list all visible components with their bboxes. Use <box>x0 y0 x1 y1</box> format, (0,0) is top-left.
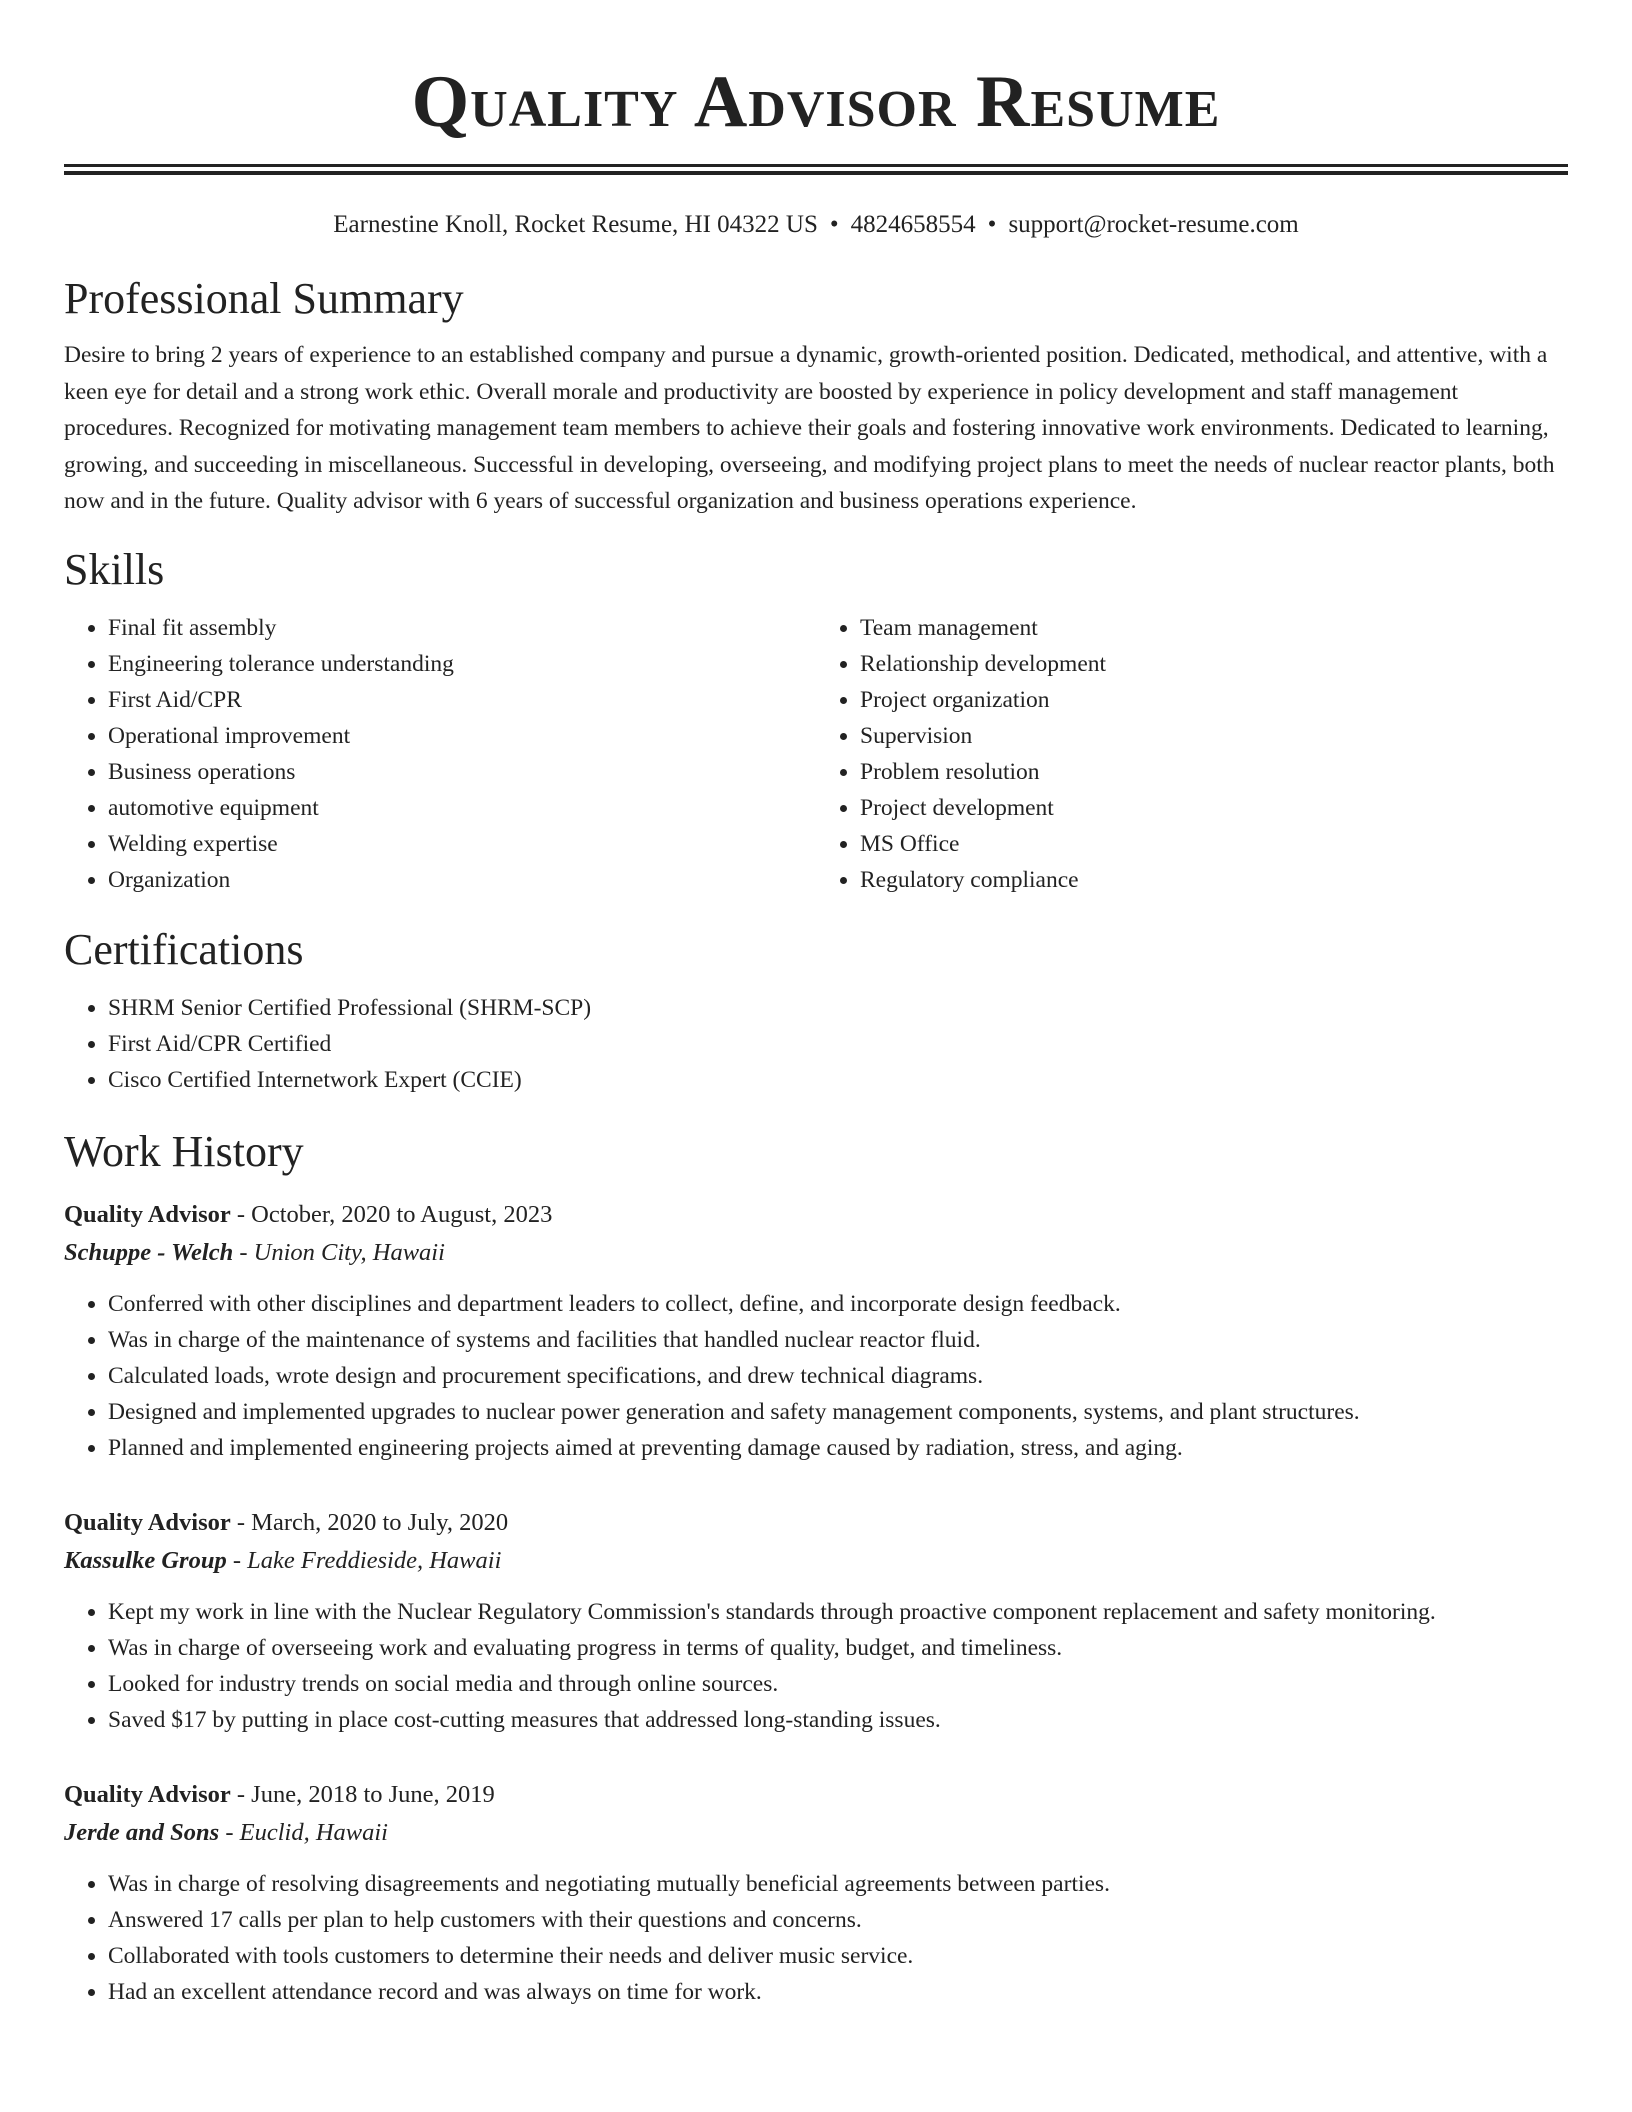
job-bullets <box>64 1286 1568 1466</box>
certification-item: • Cisco Certified Internetwork Expert (CCIE) <box>108 1062 1568 1098</box>
job-company-line <box>64 1814 1568 1852</box>
contact-separator: • <box>829 211 839 238</box>
skills-list-right <box>816 610 1568 898</box>
title-divider-thick <box>64 171 1568 175</box>
contact-line <box>64 209 1568 241</box>
certifications-heading: Certifications <box>64 924 304 974</box>
skill-item: • Supervision <box>860 718 1568 754</box>
job-bullet: • Planned and implemented engineering projects aimed at preventing damage caused by radiation, stress, and aging. <box>108 1430 1568 1466</box>
resume-title: Quality Advisor Resume <box>411 61 1221 143</box>
job-title: Quality Advisor <box>64 1200 231 1228</box>
contact-phone: 4824658554 <box>850 211 976 238</box>
skill-item: • Operational improvement <box>108 718 816 754</box>
contact-address: Earnestine Knoll, Rocket Resume, HI 04322 US <box>333 211 818 238</box>
job-bullet: • Designed and implemented upgrades to nuclear power generation and safety management components, systems, and plant structures. <box>108 1394 1568 1430</box>
job-bullet: • Conferred with other disciplines and department leaders to collect, define, and incorporate design feedback. <box>108 1286 1568 1322</box>
job-bullets <box>64 1866 1568 2010</box>
certifications-list <box>64 990 1568 1098</box>
job-dates: - October, 2020 to August, 2023 <box>236 1200 553 1228</box>
skill-item: • Welding expertise <box>108 826 816 862</box>
job-title: Quality Advisor <box>64 1780 231 1808</box>
job-title-line <box>64 1196 1568 1234</box>
skills-heading: Skills <box>64 544 165 594</box>
job-company: Jerde and Sons <box>64 1818 220 1846</box>
job-company: Kassulke Group <box>64 1546 227 1574</box>
job-bullet: • Was in charge of overseeing work and evaluating progress in terms of quality, budget, and timeliness. <box>108 1630 1568 1666</box>
job-company-line <box>64 1542 1568 1580</box>
certification-item: • First Aid/CPR Certified <box>108 1026 1568 1062</box>
job-title: Quality Advisor <box>64 1508 231 1536</box>
job-bullet: • Collaborated with tools customers to determine their needs and deliver music service. <box>108 1938 1568 1974</box>
skill-item: • Engineering tolerance understanding <box>108 646 816 682</box>
contact-email: support@rocket-resume.com <box>1008 211 1299 238</box>
skill-item: • Project organization <box>860 682 1568 718</box>
contact-separator: • <box>987 211 997 238</box>
job-bullet: • Saved $17 by putting in place cost-cutting measures that addressed long-standing issues. <box>108 1702 1568 1738</box>
job-bullets <box>64 1594 1568 1738</box>
job-company: Schuppe - Welch <box>64 1238 234 1266</box>
job-bullet: • Answered 17 calls per plan to help customers with their questions and concerns. <box>108 1902 1568 1938</box>
skill-item: • Relationship development <box>860 646 1568 682</box>
job-location: - Lake Freddieside, Hawaii <box>232 1546 502 1574</box>
job-entry <box>64 1504 1568 1738</box>
certification-item: • SHRM Senior Certified Professional (SHRM-SCP) <box>108 990 1568 1026</box>
skill-item: • Problem resolution <box>860 754 1568 790</box>
job-dates: - June, 2018 to June, 2019 <box>236 1780 495 1808</box>
skill-item: • Team management <box>860 610 1568 646</box>
job-bullet: • Kept my work in line with the Nuclear Regulatory Commission's standards through proactive component replacement and safety monitoring. <box>108 1594 1568 1630</box>
job-bullet: • Looked for industry trends on social media and through online sources. <box>108 1666 1568 1702</box>
skill-item: • automotive equipment <box>108 790 816 826</box>
skills-list-left <box>64 610 816 898</box>
skill-item: • Business operations <box>108 754 816 790</box>
skills-columns <box>64 610 1568 898</box>
skill-item: • Project development <box>860 790 1568 826</box>
skill-item: • Organization <box>108 862 816 898</box>
job-location: - Euclid, Hawaii <box>225 1818 388 1846</box>
job-bullet: • Had an excellent attendance record and was always on time for work. <box>108 1974 1568 2010</box>
skill-item: • First Aid/CPR <box>108 682 816 718</box>
job-dates: - March, 2020 to July, 2020 <box>236 1508 509 1536</box>
title-divider-thin <box>64 164 1568 167</box>
summary-text: Desire to bring 2 years of experience to an established company and pursue a dynamic, growth-oriented position. Dedicated, methodical, and attentive, with a keen eye for detail and a strong work ethic. Overall morale and productivity are boosted by experience in policy development and staff management procedures. Recognized for motivating management team members to achieve their goals and fostering innovative work environments. Dedicated to learning, growing, and succeeding in miscellaneous. Successful in developing, overseeing, and modifying project plans to meet the needs of nuclear reactor plants, both now and in the future. Quality advisor with 6 years of successful organization and business operations experience. <box>64 342 1555 514</box>
job-entry <box>64 1196 1568 1466</box>
job-location: - Union City, Hawaii <box>239 1238 445 1266</box>
work-history-heading: Work History <box>64 1126 304 1176</box>
job-bullet: • Calculated loads, wrote design and procurement specifications, and drew technical diagrams. <box>108 1358 1568 1394</box>
job-title-line <box>64 1776 1568 1814</box>
job-title-line <box>64 1504 1568 1542</box>
job-entry <box>64 1776 1568 2010</box>
job-bullet: • Was in charge of resolving disagreements and negotiating mutually beneficial agreements between parties. <box>108 1866 1568 1902</box>
skill-item: • Final fit assembly <box>108 610 816 646</box>
job-bullet: • Was in charge of the maintenance of systems and facilities that handled nuclear reactor fluid. <box>108 1322 1568 1358</box>
skill-item: • MS Office <box>860 826 1568 862</box>
skill-item: • Regulatory compliance <box>860 862 1568 898</box>
job-company-line <box>64 1234 1568 1272</box>
summary-heading: Professional Summary <box>64 274 464 323</box>
